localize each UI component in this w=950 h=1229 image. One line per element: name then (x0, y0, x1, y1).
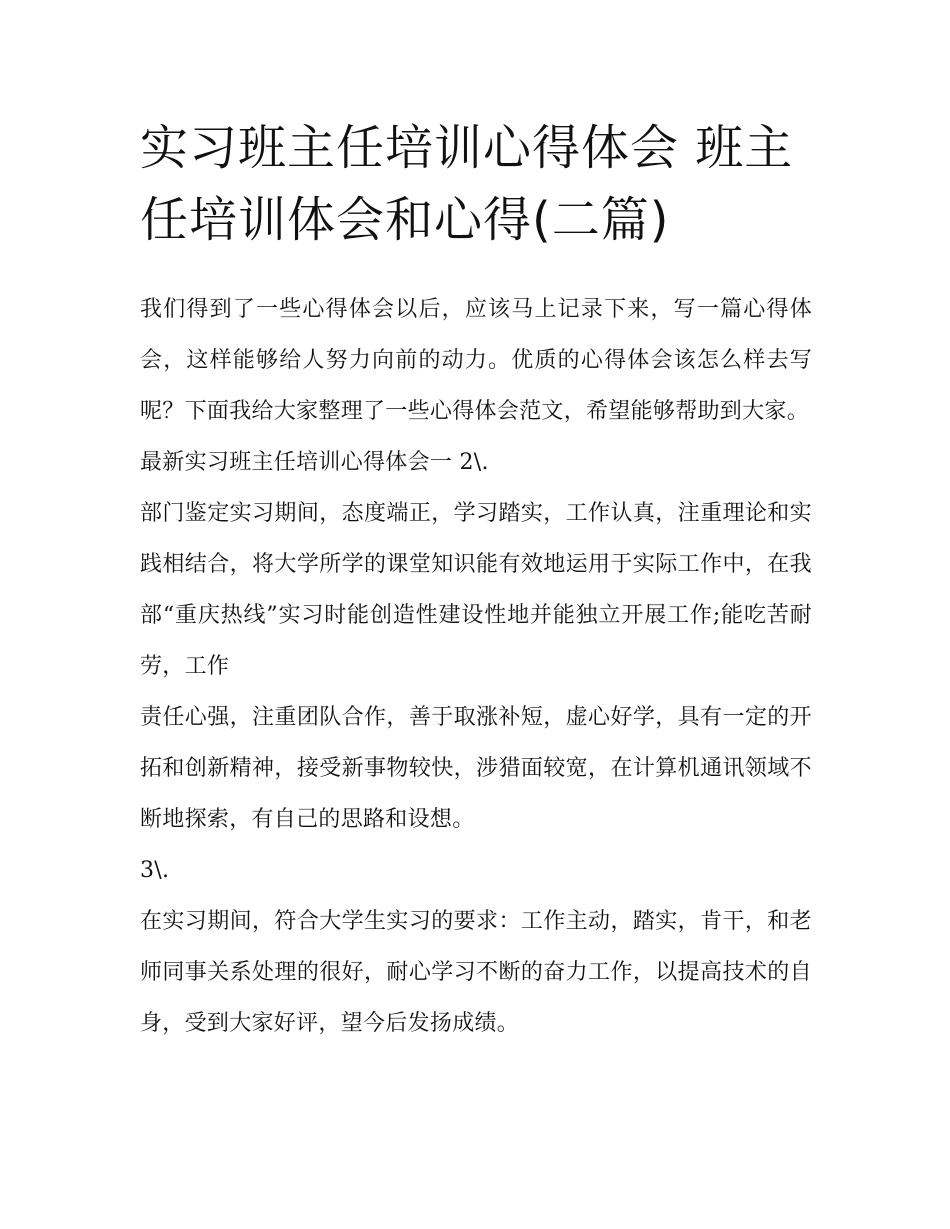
document-page (140, 112, 812, 1049)
intro-paragraph: 我们得到了一些心得体会以后，应该马上记录下来，写一篇心得体会，这样能够给人努力向前的动力。优质的心得体会该怎么样去写呢？下面我给大家整理了一些心得体会范文，希望能够帮助到大家。 (140, 297, 812, 424)
body-paragraph: 在实习期间，符合大学生实习的要求：工作主动，踏实，肯干，和老师同事关系处理的很好，耐心学习不断的奋力工作，以提高技术的自身，受到大家好评，望今后发扬成绩。 (140, 909, 812, 1036)
document-title: 实习班主任培训心得体会 班主任培训体会和心得(二篇) (140, 120, 794, 248)
section-heading: 最新实习班主任培训心得体会一 2\. (140, 450, 489, 475)
body-paragraph: 责任心强，注重团队合作，善于取涨补短，虚心好学，具有一定的开拓和创新精神，接受新事物较快，涉猎面较宽，在计算机通讯领域不断地探索，有自己的思路和设想。 (140, 705, 812, 832)
section-number: 3\. (140, 858, 170, 883)
body-paragraph: 部门鉴定实习期间，态度端正，学习踏实，工作认真，注重理论和实践相结合，将大学所学的课堂知识能有效地运用于实际工作中，在我部“重庆热线”实习时能创造性建设性地并能独立开展工作;能吃苦耐劳，工作 (140, 501, 812, 679)
